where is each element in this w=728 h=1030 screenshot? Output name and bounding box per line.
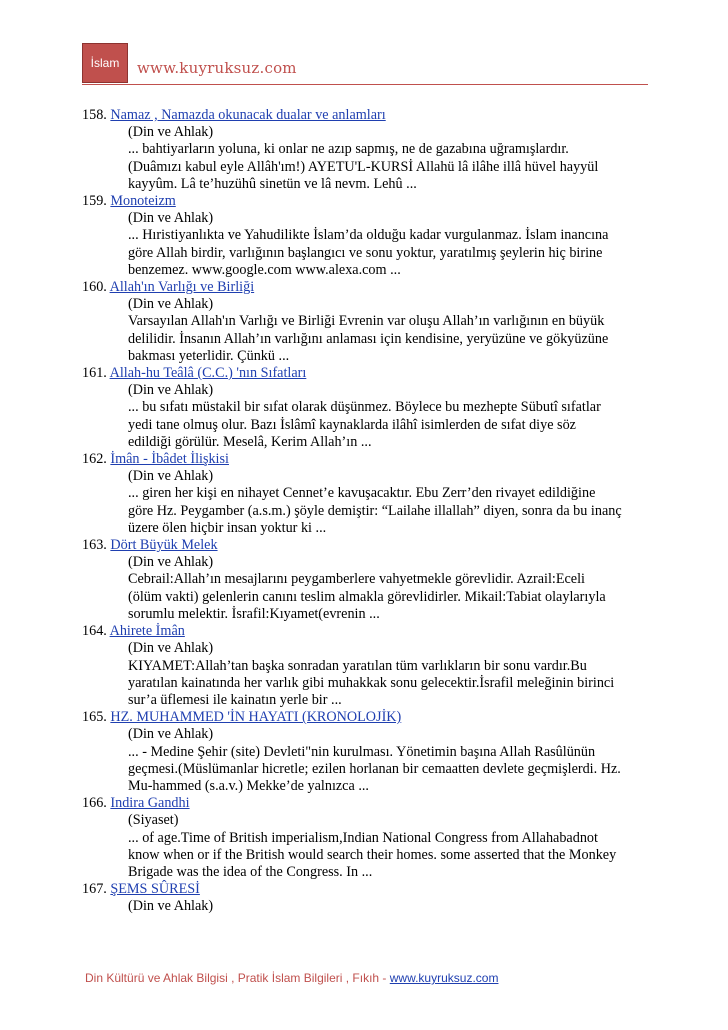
entry-title-line bbox=[82, 623, 652, 640]
snippet-line: bakması yeterlidir. Çünkü ... bbox=[128, 347, 290, 364]
entry-category: (Din ve Ahlak) bbox=[128, 640, 214, 657]
snippet-line: sorumlu melektir. İsrafil:Kıyamet(evrenin ... bbox=[128, 605, 380, 622]
entry-number: 167. bbox=[82, 881, 107, 898]
list-item bbox=[82, 365, 652, 451]
list-item bbox=[82, 709, 652, 795]
entry-category: (Din ve Ahlak) bbox=[128, 382, 214, 399]
snippet-line: göre Hz. Peygamber (a.s.m.) şöyle demiştir: “Lailahe illallah” diyen, sonra da bu inanç bbox=[128, 502, 622, 519]
entry-title-link[interactable]: Allah'ın Varlığı ve Birliği bbox=[109, 279, 255, 296]
entry-category: (Din ve Ahlak) bbox=[128, 726, 214, 743]
entry-number: 158. bbox=[82, 107, 107, 123]
footer-text: Din Kültürü ve Ahlak Bilgisi , Pratik İslam Bilgileri , Fıkıh - bbox=[85, 971, 390, 985]
entry-title-line bbox=[82, 279, 652, 296]
entry-title-link[interactable]: Namaz , Namazda okunacak dualar ve anlamları bbox=[110, 107, 386, 123]
snippet-line: göre Allah birdir, varlığının başlangıcı ve sonu yoktur, yaratılmış şeylerin hiç birine bbox=[128, 244, 603, 261]
snippet-line: (Duâmızı kabul eyle Allâh'ım!) AYETU'L-KURSİ Allahü lâ ilâhe illâ hüvel hayyül bbox=[128, 158, 599, 175]
snippet-line: geçmesi.(Müslümanlar hicretle; ezilen horlanan bir cemaatten devlete geçmişlerdi. Hz. bbox=[128, 760, 621, 777]
snippet-line: ... bahtiyarların yoluna, ki onlar ne azıp sapmış, ne de gazabına uğramışlardır. bbox=[128, 141, 569, 158]
entry-title-link[interactable]: İmân - İbâdet İlişkisi bbox=[110, 451, 229, 468]
snippet-line: ... - Medine Şehir (site) Devleti"nin kurulması. Yönetimin başına Allah Rasûlünün bbox=[128, 743, 596, 760]
entry-list bbox=[82, 107, 652, 916]
snippet-line: Brigade was the idea of the Congress. In ... bbox=[128, 863, 373, 880]
snippet-line: yedi tane olmuş olur. Bazı İslâmî kaynaklarda ilâhî isimlerden de sıfat diye söz bbox=[128, 416, 576, 433]
snippet-line: Cebrail:Allah’ın mesajlarını peygamberlere vahyetmekle görevlidir. Azrail:Eceli bbox=[128, 571, 585, 588]
entry-snippet bbox=[82, 141, 652, 193]
entry-category: (Din ve Ahlak) bbox=[128, 210, 214, 227]
entry-snippet bbox=[82, 399, 652, 451]
header-site: www.kuyruksuz.com bbox=[137, 59, 297, 77]
header-divider bbox=[82, 84, 648, 85]
entry-snippet bbox=[82, 744, 652, 796]
list-item bbox=[82, 451, 652, 537]
snippet-line: Varsayılan Allah'ın Varlığı ve Birliği Evrenin var oluşu Allah’ın varlığının en büyük bbox=[128, 313, 605, 330]
entry-title-link[interactable]: Allah-hu Teâlâ (C.C.) 'nın Sıfatları bbox=[109, 365, 307, 382]
snippet-line: ... of age.Time of British imperialism,Indian National Congress from Allahabadnot bbox=[128, 829, 598, 846]
snippet-line: know when or if the British would search their homes. some asserted that the Monkey bbox=[128, 846, 617, 863]
snippet-line: ... giren her kişi en nihayet Cennet’e kavuşacaktır. Ebu Zerr’den rivayet edildiğine bbox=[128, 485, 596, 502]
entry-snippet bbox=[82, 571, 652, 623]
list-item bbox=[82, 537, 652, 623]
entry-title-link[interactable]: Ahirete İmân bbox=[109, 623, 185, 640]
snippet-line: edildiği görülür. Meselâ, Kerim Allah’ın ... bbox=[128, 433, 372, 450]
entry-number: 161. bbox=[82, 365, 107, 382]
entry-snippet bbox=[82, 658, 652, 710]
snippet-line: kayyûm. Lâ te’huzühû sinetün ve lâ nevm. Lehû ... bbox=[128, 175, 417, 192]
snippet-line: sur’a üflemesi ile kainatın yerle bir ... bbox=[128, 691, 342, 708]
snippet-line: delilidir. İnsanın Allah’ın varlığını anlaması için kendisine, yeryüzüne ve gökyüzüne bbox=[128, 330, 609, 347]
entry-snippet bbox=[82, 227, 652, 279]
snippet-line: (ölüm vakti) gelenlerin canını teslim almakla görevlidirler. Mikail:Tabiat olaylarıyla bbox=[128, 588, 606, 605]
list-item bbox=[82, 193, 652, 279]
entry-number: 162. bbox=[82, 451, 107, 468]
entry-category: (Din ve Ahlak) bbox=[128, 296, 214, 313]
entry-title-line bbox=[82, 709, 652, 726]
entry-title-line bbox=[82, 193, 652, 210]
entry-category: (Din ve Ahlak) bbox=[128, 898, 214, 915]
entry-title-line bbox=[82, 537, 652, 554]
entry-category: (Din ve Ahlak) bbox=[128, 468, 214, 485]
entry-category: (Din ve Ahlak) bbox=[128, 554, 214, 571]
list-item bbox=[82, 881, 652, 915]
entry-title-line bbox=[82, 451, 652, 468]
entry-title-line bbox=[82, 881, 652, 898]
entry-number: 160. bbox=[82, 279, 107, 296]
snippet-line: KIYAMET:Allah’tan başka sonradan yaratılan tüm varlıkların bir sonu vardır.Bu bbox=[128, 657, 587, 674]
entry-category: (Din ve Ahlak) bbox=[128, 124, 214, 141]
entry-category: (Siyaset) bbox=[128, 812, 179, 829]
entry-number: 165. bbox=[82, 709, 107, 726]
entry-title-link[interactable]: Dört Büyük Melek bbox=[110, 537, 218, 554]
entry-snippet bbox=[82, 830, 652, 882]
snippet-line: ... Hıristiyanlıkta ve Yahudilikte İslam’da olduğu kadar vurgulanmaz. İslam inancına bbox=[128, 227, 609, 244]
snippet-line: benzemez. www.google.com www.alexa.com ... bbox=[128, 261, 401, 278]
list-item bbox=[82, 795, 652, 881]
entry-snippet bbox=[82, 485, 652, 537]
entry-number: 164. bbox=[82, 623, 107, 640]
entry-snippet bbox=[82, 313, 652, 365]
entry-title-line bbox=[82, 107, 652, 124]
entry-title-line bbox=[82, 795, 652, 812]
entry-number: 159. bbox=[82, 193, 107, 210]
page-footer bbox=[85, 971, 498, 985]
list-item bbox=[82, 279, 652, 365]
footer-site-link[interactable]: www.kuyruksuz.com bbox=[389, 971, 499, 985]
snippet-line: üzere ölen hiçbir insan yoktur ki ... bbox=[128, 519, 327, 536]
entry-title-link[interactable]: Monoteizm bbox=[110, 193, 176, 210]
entry-number: 163. bbox=[82, 537, 107, 554]
header-badge-label: İslam bbox=[90, 56, 120, 70]
header-badge bbox=[82, 43, 128, 83]
entry-title-link[interactable]: Indira Gandhi bbox=[110, 795, 190, 812]
entry-title-link[interactable]: HZ. MUHAMMED 'İN HAYATI (KRONOLOJİK) bbox=[110, 709, 402, 726]
entry-number: 166. bbox=[82, 795, 107, 812]
list-item bbox=[82, 623, 652, 709]
entry-title-line bbox=[82, 365, 652, 382]
entry-title-link[interactable]: ŞEMS SÛRESİ bbox=[110, 881, 200, 898]
snippet-line: ... bu sıfatı müstakil bir sıfat olarak düşünmez. Böylece bu mezhepte Sübutî sıfatlar bbox=[128, 399, 601, 416]
snippet-line: Mu-hammed (s.a.v.) Mekke’de yalnızca ... bbox=[128, 777, 369, 794]
snippet-line: yaratılan kainatında her varlık gibi muhakkak sonu gelecektir.İsrafil meleğinin birinci bbox=[128, 674, 615, 691]
list-item bbox=[82, 107, 652, 193]
